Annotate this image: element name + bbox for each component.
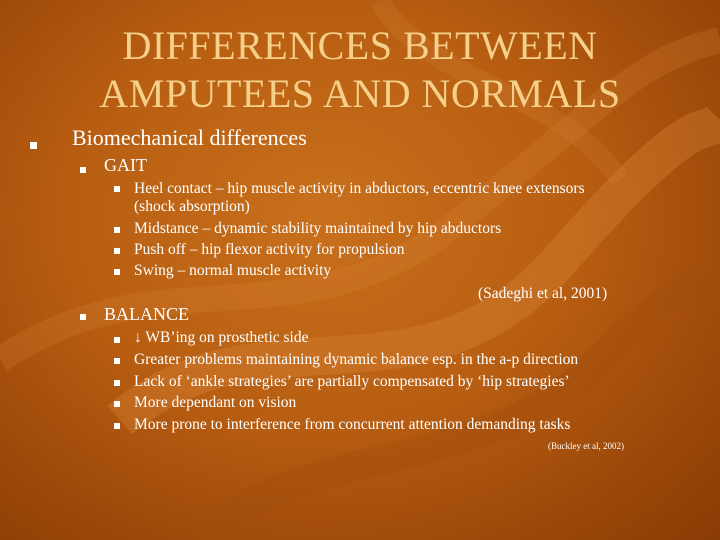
- balance-label: BALANCE: [104, 304, 189, 324]
- balance-item: ↓ WB’ing on prosthetic side: [134, 329, 309, 346]
- bullet-icon: [114, 186, 120, 192]
- bullet-icon: [114, 423, 120, 429]
- gait-label: GAIT: [104, 155, 147, 175]
- gait-item: Swing – normal muscle activity: [134, 262, 332, 279]
- gait-item: Push off – hip flexor activity for propulsion: [134, 241, 405, 258]
- bullet-icon: [80, 314, 86, 320]
- gait-citation: (Sadeghi et al, 2001): [478, 285, 608, 302]
- bullet-icon: [114, 358, 120, 364]
- title-line-2: AMPUTEES AND NORMALS: [99, 71, 621, 116]
- bullet-icon: [80, 167, 86, 173]
- gait-item-continued: (shock absorption): [134, 198, 250, 215]
- title-line-1: DIFFERENCES BETWEEN: [122, 23, 598, 68]
- bullet-icon: [114, 227, 120, 233]
- slide-title: [40, 22, 680, 118]
- bullet-icon: [30, 142, 37, 149]
- heading-biomechanical: Biomechanical differences: [72, 125, 307, 150]
- gait-item: Heel contact – hip muscle activity in abductors, eccentric knee extensors: [134, 180, 585, 197]
- balance-citation: (Buckley et al, 2002): [548, 441, 624, 451]
- balance-item: Greater problems maintaining dynamic balance esp. in the a-p direction: [134, 351, 579, 368]
- balance-item: More dependant on vision: [134, 394, 297, 411]
- bullet-icon: [114, 380, 120, 386]
- balance-item: More prone to interference from concurrent attention demanding tasks: [134, 416, 571, 433]
- bullet-icon: [114, 248, 120, 254]
- bullet-icon: [114, 269, 120, 275]
- gait-item: Midstance – dynamic stability maintained by hip abductors: [134, 220, 502, 237]
- balance-item: Lack of ‘ankle strategies’ are partially compensated by ‘hip strategies’: [134, 373, 570, 390]
- bullet-icon: [114, 401, 120, 407]
- bullet-icon: [114, 337, 120, 343]
